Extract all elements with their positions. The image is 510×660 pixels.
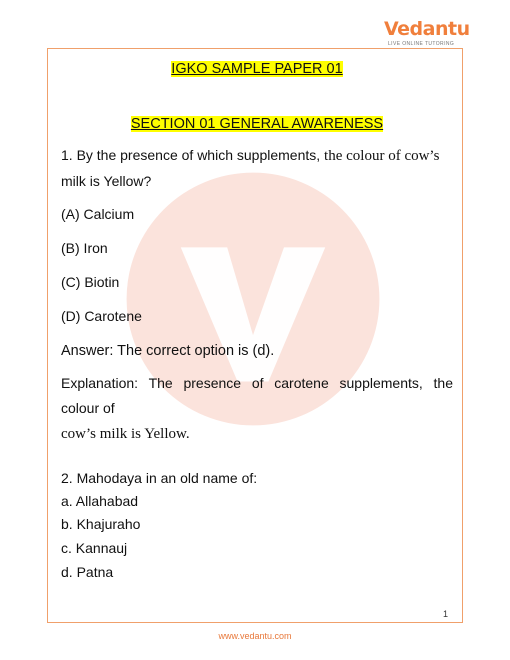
- q2-option-a: a. Allahabad: [61, 493, 139, 509]
- question-1: 1. By the presence of which supplements, the colour of cow’s milk is Yellow?: [61, 147, 440, 189]
- q1-explanation: Explanation: The presence of carotene supplements, the colour of cow’s milk is Yellow.: [61, 375, 453, 442]
- q1-answer: Answer: The correct option is (d).: [61, 343, 275, 359]
- vedantu-logo: [378, 14, 470, 50]
- paper-title: IGKO SAMPLE PAPER 01: [171, 61, 343, 77]
- footer-link[interactable]: www.vedantu.com: [218, 631, 292, 641]
- q1-option-b: (B) Iron: [61, 240, 108, 256]
- q2-option-d: d. Patna: [61, 564, 114, 580]
- section-heading: SECTION 01 GENERAL AWARENESS: [130, 116, 384, 132]
- page-number: 1: [443, 609, 449, 619]
- q1-option-a: (A) Calcium: [61, 206, 135, 222]
- logo-wordmark: Vedantu: [384, 18, 470, 40]
- q1-option-d: (D) Carotene: [61, 308, 142, 324]
- q2-option-b: b. Khajuraho: [61, 516, 141, 532]
- logo-tagline: LIVE ONLINE TUTORING: [388, 41, 455, 47]
- q2-option-c: c. Kannauj: [61, 540, 128, 556]
- q1-option-c: (C) Biotin: [61, 274, 120, 290]
- question-2: 2. Mahodaya in an old name of:: [61, 470, 258, 486]
